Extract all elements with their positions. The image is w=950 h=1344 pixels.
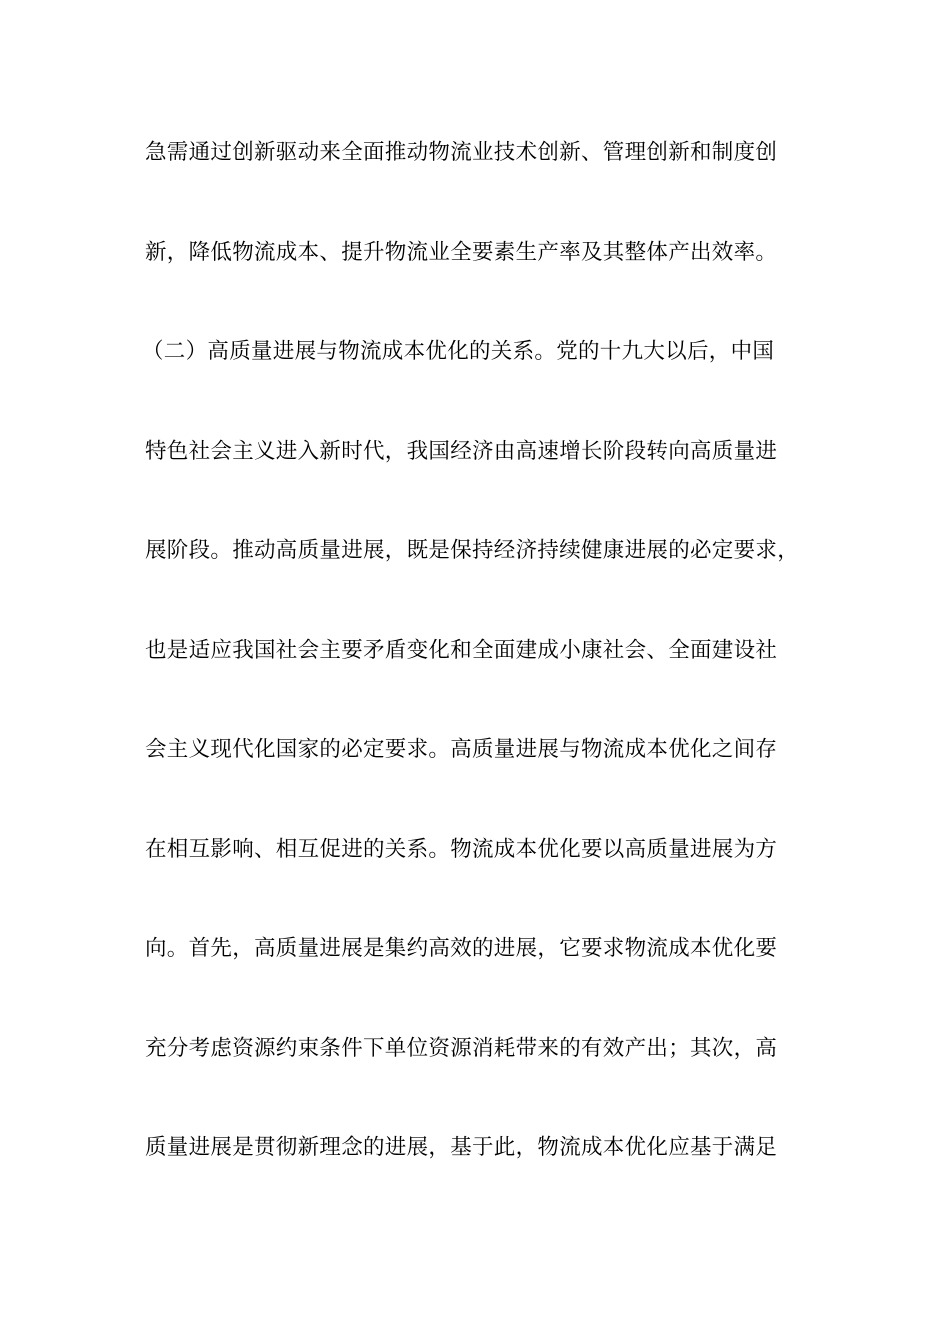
text-line-2: 新，降低物流成本、提升物流业全要素生产率及其整体产出效率。 xyxy=(145,239,778,265)
text-line-1: 急需通过创新驱动来全面推动物流业技术创新、管理创新和制度创 xyxy=(145,140,778,165)
text-line-9: 向。首先，高质量进展是集约高效的进展，它要求物流成本优化要 xyxy=(145,936,778,961)
text-line-11: 质量进展是贯彻新理念的进展，基于此，物流成本优化应基于满足 xyxy=(145,1135,778,1160)
body-text xyxy=(142,128,835,1223)
text-line-7: 会主义现代化国家的必定要求。高质量进展与物流成本优化之间存 xyxy=(145,737,778,762)
text-line-4: 特色社会主义进入新时代，我国经济由高速增长阶段转向高质量进 xyxy=(145,438,778,464)
text-line-10: 充分考虑资源约束条件下单位资源消耗带来的有效产出；其次，高 xyxy=(145,1035,778,1061)
text-line-3: （二）高质量进展与物流成本优化的关系。党的十九大以后，中国 xyxy=(142,339,775,364)
text-line-8: 在相互影响、相互促进的关系。物流成本优化要以高质量进展为方 xyxy=(145,836,778,862)
text-line-6: 也是适应我国社会主要矛盾变化和全面建成小康社会、全面建设社 xyxy=(145,637,778,663)
text-line-5: 展阶段。推动高质量进展，既是保持经济持续健康进展的必定要求， xyxy=(145,538,800,563)
